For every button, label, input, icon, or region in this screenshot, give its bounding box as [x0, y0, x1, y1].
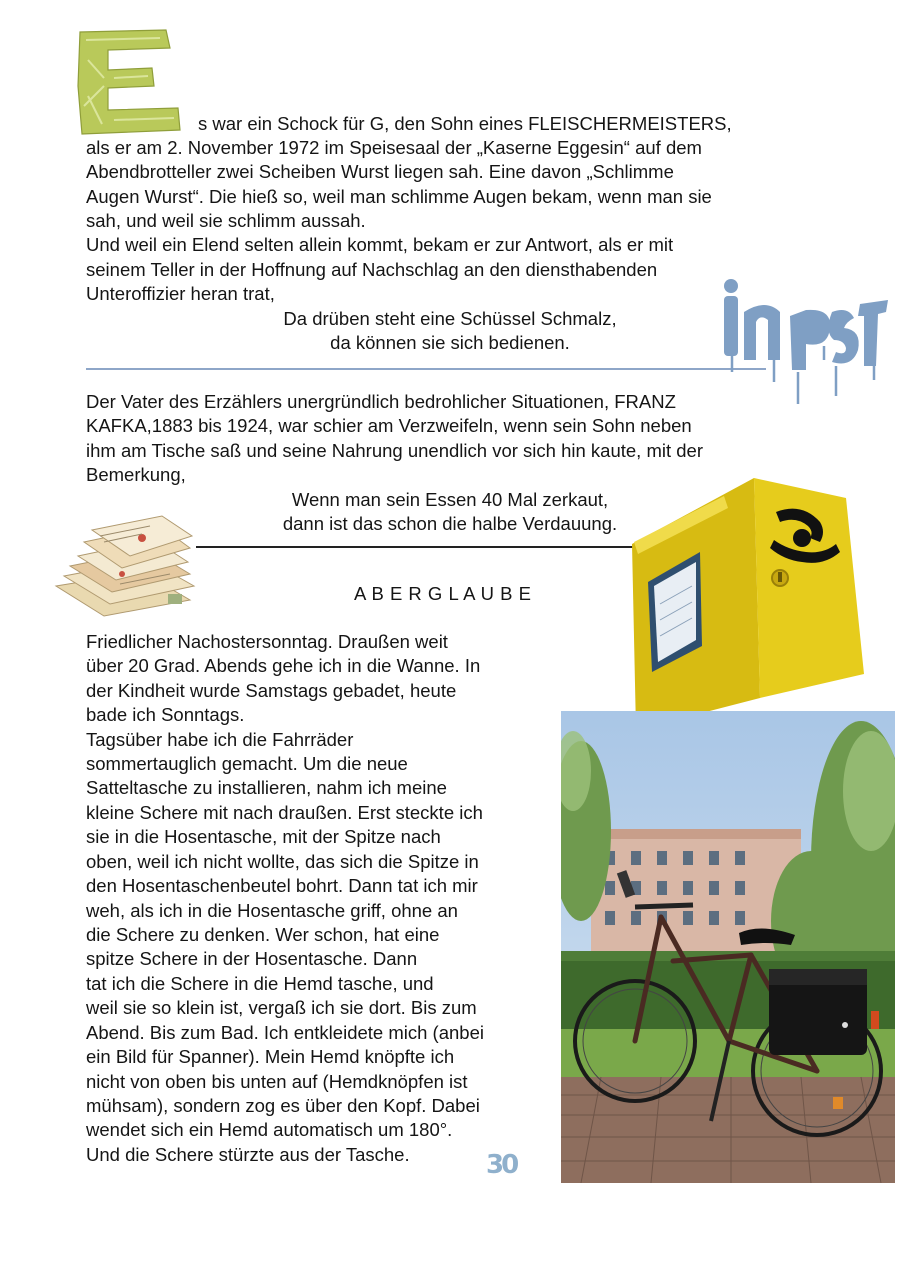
- page-number: 30: [486, 1150, 517, 1180]
- paragraph-line: sah, und weil sie schlimm aussah.: [86, 210, 366, 231]
- paragraph-line: ihm am Tische saß und seine Nahrung unendlich vor sich hin kaute, mit der: [86, 440, 703, 461]
- paragraph-line: den Hosentaschenbeutel bohrt. Dann tat ich mir: [86, 875, 478, 896]
- paragraph-line: Und weil ein Elend selten allein kommt, bekam er zur Antwort, als er mit: [86, 234, 674, 255]
- paragraph-line: Bemerkung,: [86, 464, 186, 485]
- paragraph-line: Der Vater des Erzählers unergründlich bedrohlicher Situationen, FRANZ: [86, 391, 676, 412]
- paragraph-line: nicht von oben bis unten auf (Hemdknöpfen ist: [86, 1071, 468, 1092]
- paragraph-line: seinem Teller in der Hoffnung auf Nachschlag an den diensthabenden: [86, 259, 658, 280]
- drop-cap-letter-e: [74, 26, 186, 138]
- paragraph-line: kleine Schere mit nach draußen. Erst steckte ich: [86, 802, 483, 823]
- paragraph-line: über 20 Grad. Abends gehe ich in die Wanne. In: [86, 655, 481, 676]
- paragraph-line: mühsam), sondern zog es über den Kopf. Dabei: [86, 1095, 480, 1116]
- letters-stack-image: [50, 512, 200, 620]
- paragraph-line: der Kindheit wurde Samstags gebadet, heute: [86, 680, 457, 701]
- paragraph-line: wendet sich ein Hemd automatisch um 180°.: [86, 1119, 453, 1140]
- quote-line: Da drüben steht eine Schüssel Schmalz,: [283, 308, 617, 329]
- section-divider: [86, 368, 766, 370]
- paragraph-line: weh, als ich in die Hosentasche griff, ohne an: [86, 900, 458, 921]
- paragraph-line: Tagsüber habe ich die Fahrräder: [86, 729, 354, 750]
- paragraph-line: Abendbrotteller zwei Scheiben Wurst liegen sah. Eine davon „Schlimme: [86, 161, 674, 182]
- paragraph-line: Unteroffizier heran trat,: [86, 283, 275, 304]
- section-divider: [196, 546, 666, 548]
- graffiti-in-post: [714, 276, 890, 408]
- quote-line: da können sie sich bedienen.: [330, 332, 570, 353]
- bicycle-photo: [561, 711, 895, 1183]
- paragraph-line: s war ein Schock für G, den Sohn eines FLEISCHERMEISTERS,: [198, 113, 732, 134]
- paragraph-line: Und die Schere stürzte aus der Tasche.: [86, 1144, 410, 1165]
- paragraph-line: sommertauglich gemacht. Um die neue: [86, 753, 408, 774]
- paragraph-line: als er am 2. November 1972 im Speisesaal der „Kaserne Eggesin“ auf dem: [86, 137, 702, 158]
- quote-line: dann ist das schon die halbe Verdauung.: [282, 513, 618, 534]
- paragraph-line: Augen Wurst“. Die hieß so, weil man schlimme Augen bekam, wenn man sie: [86, 186, 712, 207]
- paragraph-line: die Schere zu denken. Wer schon, hat eine: [86, 924, 440, 945]
- paragraph-line: Satteltasche zu installieren, nahm ich meine: [86, 777, 447, 798]
- quote-line: Wenn man sein Essen 40 Mal zerkaut,: [291, 489, 609, 510]
- paragraph-line: KAFKA,1883 bis 1924, war schier am Verzweifeln, wenn sein Sohn neben: [86, 415, 692, 436]
- paragraph-line: weil sie so klein ist, vergaß ich sie dort. Bis zum: [86, 997, 477, 1018]
- paragraph-line: bade ich Sonntags.: [86, 704, 245, 725]
- paragraph-line: Abend. Bis zum Bad. Ich entkleidete mich (anbei: [86, 1022, 484, 1043]
- paragraph-line: ein Bild für Spanner). Mein Hemd knöpfte ich: [86, 1046, 455, 1067]
- paragraph-line: oben, weil ich nicht wollte, das sich die Spitze in: [86, 851, 479, 872]
- paragraph-line: tat ich die Schere in die Hemd tasche, und: [86, 973, 434, 994]
- paragraph-line: sie in die Hosentasche, mit der Spitze nach: [86, 826, 441, 847]
- mailbox-image: [624, 474, 870, 732]
- section-heading: A B E R G L A U B E: [354, 583, 532, 604]
- paragraph-line: Friedlicher Nachostersonntag. Draußen weit: [86, 631, 448, 652]
- paragraph-line: spitze Schere in der Hosentasche. Dann: [86, 948, 418, 969]
